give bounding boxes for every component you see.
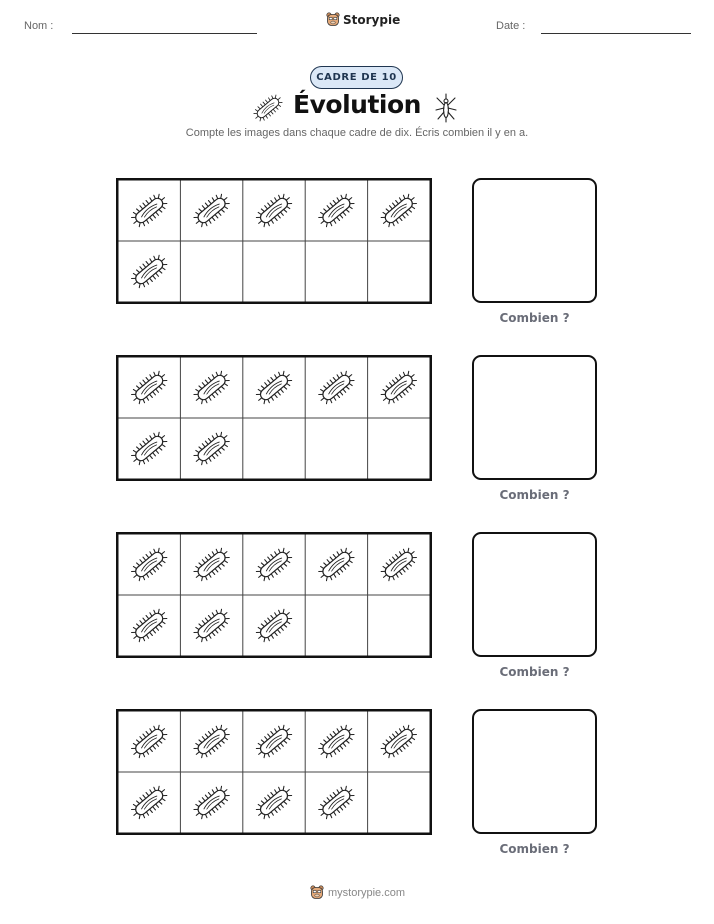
bacterium-icon xyxy=(190,367,233,408)
bacterium-icon xyxy=(315,367,358,408)
bacterium-icon xyxy=(128,721,171,762)
bacterium-icon xyxy=(377,544,420,585)
bacterium-icon xyxy=(315,721,358,762)
bacterium-icon xyxy=(315,190,358,231)
bacterium-icon xyxy=(128,428,171,469)
answer-label-3: Combien ? xyxy=(499,665,570,679)
bacterium-icon xyxy=(377,721,420,762)
ten-frame-2 xyxy=(116,355,432,481)
bacterium-icon xyxy=(252,367,295,408)
bacterium-icon xyxy=(190,721,233,762)
bacterium-icon xyxy=(190,605,233,646)
date-label: Date : xyxy=(496,20,526,32)
bacterium-icon xyxy=(128,367,171,408)
answer-box-1[interactable] xyxy=(472,178,597,303)
bacterium-icon xyxy=(128,544,171,585)
bacterium-icon xyxy=(252,605,295,646)
bacterium-icon xyxy=(252,190,295,231)
category-badge: CADRE DE 10 xyxy=(310,66,403,89)
bacterium-icon xyxy=(252,721,295,762)
answer-box-3[interactable] xyxy=(472,532,597,657)
answer-label-2: Combien ? xyxy=(499,488,570,502)
bacterium-icon xyxy=(252,544,295,585)
date-line[interactable] xyxy=(541,33,691,34)
ten-frame-4 xyxy=(116,709,432,835)
ten-frame-3 xyxy=(116,532,432,658)
bacterium-icon xyxy=(190,428,233,469)
mosquito-icon xyxy=(433,92,459,124)
bacterium-icon xyxy=(190,782,233,823)
footer xyxy=(310,885,405,901)
bacterium-icon xyxy=(377,367,420,408)
bacterium-icon xyxy=(128,251,171,292)
instructions: Compte les images dans chaque cadre de dix. Écris combien il y en a. xyxy=(185,127,529,139)
answer-label-4: Combien ? xyxy=(499,842,570,856)
answer-box-4[interactable] xyxy=(472,709,597,834)
bacterium-icon xyxy=(315,782,358,823)
bacterium-icon xyxy=(377,190,420,231)
bacterium-icon xyxy=(190,190,233,231)
name-label: Nom : xyxy=(24,20,54,32)
bacterium-icon xyxy=(315,544,358,585)
answer-label-1: Combien ? xyxy=(499,311,570,325)
bacterium-icon xyxy=(190,544,233,585)
bacterium-icon xyxy=(128,782,171,823)
name-line[interactable] xyxy=(72,33,257,34)
answer-box-2[interactable] xyxy=(472,355,597,480)
bacterium-icon xyxy=(128,605,171,646)
brand-logo xyxy=(326,12,400,28)
page-title: Évolution xyxy=(293,90,421,119)
mascot-icon xyxy=(326,12,340,28)
brand-name: Storypie xyxy=(343,13,401,27)
bacterium-icon xyxy=(128,190,171,231)
bacterium-icon xyxy=(252,782,295,823)
mascot-icon xyxy=(310,885,324,901)
ten-frame-1 xyxy=(116,178,432,304)
footer-site: mystorypie.com xyxy=(328,887,406,899)
